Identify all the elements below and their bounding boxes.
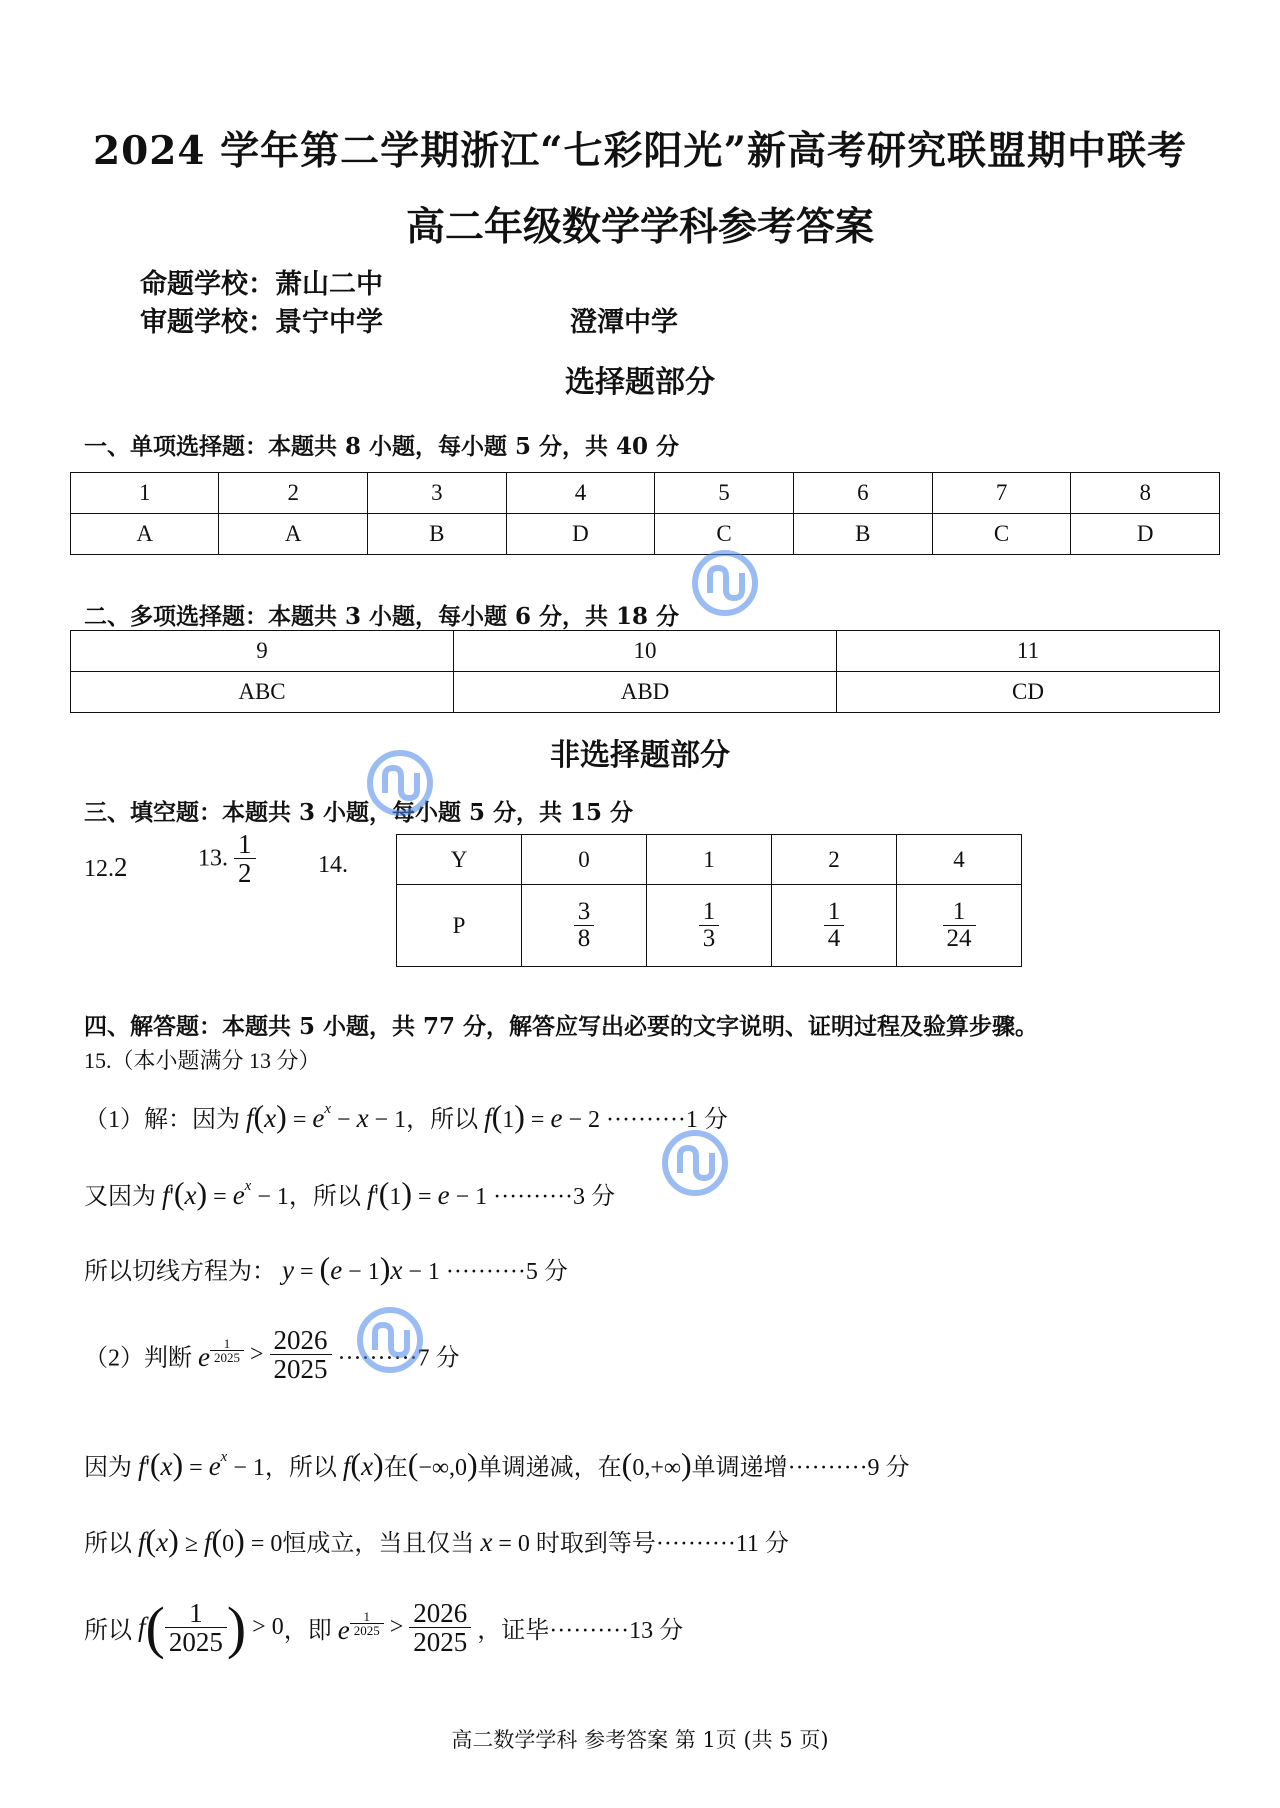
text: ，所以 — [406, 1107, 479, 1133]
table-row — [71, 672, 1220, 713]
table-cell: 2 — [219, 473, 367, 514]
q14-label: 14. — [318, 852, 348, 878]
fraction-denominator: 2025 — [270, 1354, 332, 1383]
table-cell: C — [655, 514, 794, 555]
fraction-numerator: 1 — [702, 897, 716, 925]
table-cell: C — [932, 514, 1071, 555]
text: ，即 — [283, 1618, 332, 1644]
table-cell: 4 — [506, 473, 654, 514]
table-cell — [897, 885, 1022, 967]
fraction-denominator: 24 — [943, 925, 976, 952]
proposer-school: 命题学校：萧山二中 — [140, 269, 383, 300]
table-row — [71, 631, 1220, 672]
fraction-denominator: 2025 — [350, 1623, 384, 1638]
fraction-denominator: 2 — [234, 858, 256, 887]
q15-step4: （2）判断 e $\frac{1}{2025}$ > $\frac{2026}{2025}$ ··········7 分 — [84, 1325, 460, 1385]
table-cell: 1 — [71, 473, 219, 514]
score-marker: ··········7 分 — [337, 1345, 460, 1372]
fraction-denominator: 2025 — [210, 1350, 244, 1365]
fraction-numerator: 2026 — [413, 1597, 468, 1628]
q12-label: 12. — [84, 856, 114, 882]
table-cell: Y — [397, 835, 522, 885]
text: 在 — [383, 1455, 408, 1481]
q15-step1: （1）解：因为 $f(x) = e^x - x - 1$，所以 f(1) = e − 2 ··········1 分 — [84, 1098, 728, 1134]
table-cell: D — [1071, 514, 1220, 555]
text: （1）解：因为 — [84, 1107, 240, 1133]
score-marker: ，证毕··········13 分 — [477, 1618, 684, 1644]
table-cell: B — [367, 514, 506, 555]
solve-heading: 四、解答题：本题共 5 小题，共 77 分，解答应写出必要的文字说明、证明过程及验算步骤。 — [84, 1013, 1039, 1040]
text: 又因为 — [84, 1184, 156, 1210]
table-cell — [647, 885, 772, 967]
text: （2）判断 — [84, 1345, 192, 1372]
table-cell: D — [506, 514, 654, 555]
score-marker: ··········3 分 — [493, 1184, 616, 1210]
page-footer: 高二数学学科 参考答案 第 1页 (共 5 页) — [451, 1728, 829, 1752]
q15-step5: 因为 $f'(x) = e^x - 1$，所以 f(x)在(−∞,0)单调递减，在(0,+∞)单调递增··········9 分 — [84, 1446, 910, 1482]
table-cell: 1 — [647, 835, 772, 885]
text: ，所以 — [288, 1184, 361, 1210]
fraction-numerator: 1 — [952, 897, 966, 925]
text: ，所以 — [264, 1455, 337, 1481]
table-cell: 6 — [793, 473, 932, 514]
watermark-icon — [660, 1128, 730, 1198]
multi-choice-table — [70, 630, 1220, 713]
single-choice-heading: 一、单项选择题：本题共 8 小题，每小题 5 分，共 40 分 — [84, 433, 680, 460]
fraction-denominator: 4 — [824, 925, 845, 952]
table-cell: 8 — [1071, 473, 1220, 514]
fraction-numerator: 1 — [223, 1335, 231, 1351]
score-marker: ··········1 分 — [606, 1107, 728, 1133]
table-cell: 10 — [454, 631, 837, 672]
table-cell: 9 — [71, 631, 454, 672]
table-cell: 2 — [772, 835, 897, 885]
q15-step6: 所以 f(x) ≥ f(0) = 0恒成立，当且仅当 x = 0 时取到等号··········11 分 — [84, 1522, 789, 1558]
table-cell: 0 — [522, 835, 647, 885]
watermark-icon — [690, 548, 760, 618]
fill-heading: 三、填空题：本题共 3 小题，每小题 5 分，共 15 分 — [84, 799, 634, 826]
table-cell: 5 — [655, 473, 794, 514]
table-cell: ABD — [454, 672, 837, 713]
watermark-logo — [690, 548, 760, 622]
text: 因为 — [84, 1455, 132, 1481]
table-cell: A — [71, 514, 219, 555]
table-cell: 3 — [367, 473, 506, 514]
table-row — [397, 835, 1022, 885]
text: 所以 — [84, 1618, 132, 1644]
text: 所以切线方程为： — [84, 1259, 276, 1285]
fraction-numerator: 1 — [363, 1608, 370, 1624]
q13-answer — [198, 830, 256, 888]
text: 恒成立，当且仅当 — [282, 1531, 475, 1557]
q12-answer — [84, 852, 128, 883]
table-cell: CD — [837, 672, 1220, 713]
table-cell: 4 — [897, 835, 1022, 885]
table-cell — [522, 885, 647, 967]
q15-step2: 又因为 $f'(x) = e^x - 1$，所以 f'(1) = e − 1 ··········3 分 — [84, 1175, 616, 1211]
table-cell — [772, 885, 897, 967]
fraction-denominator: 8 — [574, 925, 595, 952]
table-row — [71, 514, 1220, 555]
q13-fraction — [234, 830, 256, 888]
reviewer-school: 审题学校：景宁中学 — [140, 307, 383, 338]
text: 时取到等号··········11 分 — [535, 1531, 789, 1557]
table-row — [397, 885, 1022, 967]
q15-step3: 所以切线方程为： y = (e − 1)x − 1 ··········5 分 — [84, 1250, 568, 1286]
fraction-denominator: 2025 — [409, 1627, 471, 1656]
q13-label: 13. — [198, 845, 228, 872]
table-cell: 7 — [932, 473, 1071, 514]
section-nonchoice-title: 非选择题部分 — [550, 738, 730, 773]
table-cell: 11 — [837, 631, 1220, 672]
answer-subtitle: 高二年级数学学科参考答案 — [405, 204, 874, 250]
watermark-logo — [660, 1128, 730, 1202]
table-cell: B — [793, 514, 932, 555]
fraction-denominator: 3 — [699, 925, 720, 952]
fraction-numerator: 1 — [827, 897, 841, 925]
table-cell: A — [219, 514, 367, 555]
table-row — [71, 473, 1220, 514]
q12-value: 2 — [114, 852, 128, 882]
fraction-denominator: 2025 — [165, 1627, 227, 1656]
text: 单调递增··········9 分 — [691, 1455, 910, 1481]
fraction-numerator: 2026 — [273, 1325, 328, 1355]
table-cell: ABC — [71, 672, 454, 713]
single-choice-table — [70, 472, 1220, 555]
score-marker: ··········5 分 — [445, 1259, 568, 1285]
fraction-numerator: 1 — [238, 829, 252, 859]
multi-choice-heading: 二、多项选择题：本题共 3 小题，每小题 6 分，共 18 分 — [84, 603, 680, 630]
table-cell: P — [397, 885, 522, 967]
text: 所以 — [84, 1531, 132, 1557]
text: 单调递减，在 — [477, 1455, 622, 1481]
q15-header: 15.（本小题满分 13 分） — [84, 1048, 321, 1073]
section-choice-title: 选择题部分 — [565, 365, 715, 400]
fraction-numerator: 1 — [189, 1597, 203, 1628]
reviewer-school-2: 澄潭中学 — [570, 307, 678, 338]
q15-step7: 所以 f( $\frac{1}{2025}$ ) > 0，即 e $\frac{1}{2025}$ > $\frac{2026}{2025}$ ，证毕··········13 分 — [84, 1595, 684, 1660]
exam-title: 2024 学年第二学期浙江“七彩阳光”新高考研究联盟期中联考 — [93, 128, 1187, 174]
distribution-table — [396, 834, 1022, 967]
fraction-numerator: 3 — [577, 897, 591, 925]
